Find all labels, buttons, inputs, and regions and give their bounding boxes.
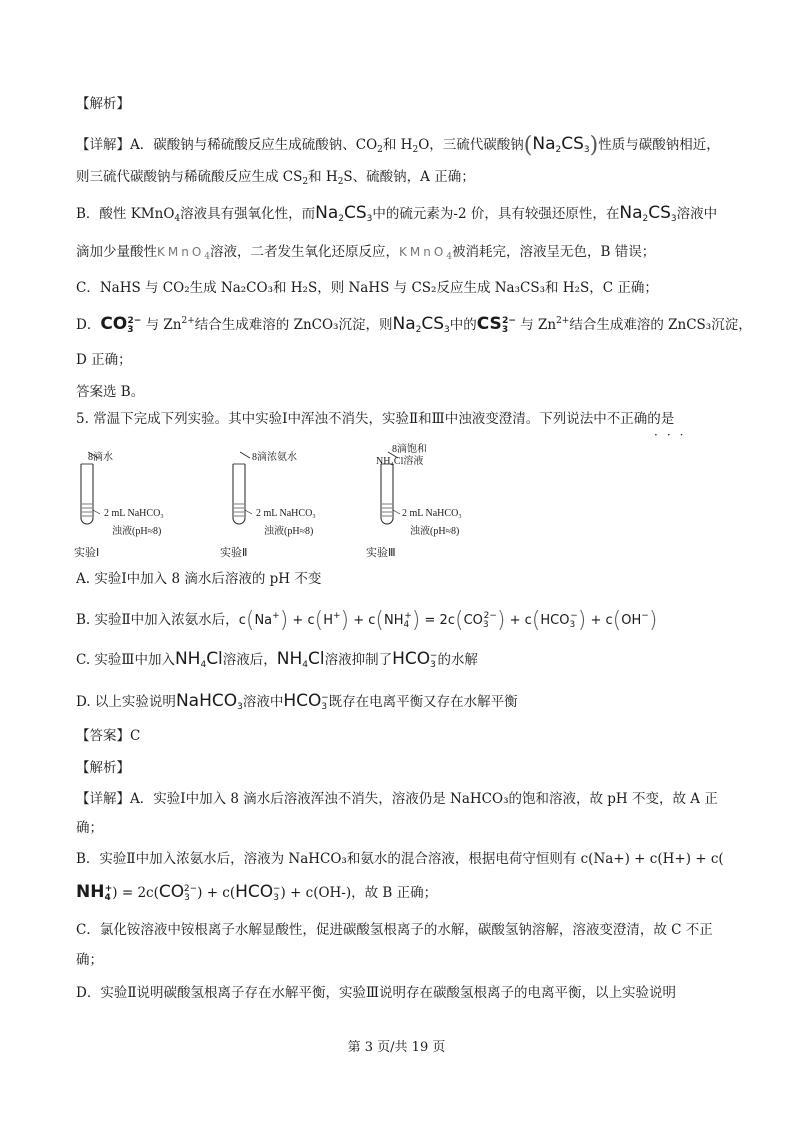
text: 溶液，二者发生氧化还原反应， [210, 244, 400, 260]
q4-detail-a-line1: 【详解】A．碳酸钠与稀硫酸反应生成硫酸钠、$CO_2$和 $H_2O$，三硫代碳酸钠$(Na_2CS_3)$性质与碳酸钠相近， [76, 133, 720, 158]
text: 和 H [308, 169, 338, 185]
tube1-content-ph: 浊液(pH≈8) [112, 526, 162, 537]
experiment-2 [220, 446, 360, 560]
exp1-label: 实验Ⅰ [74, 547, 100, 559]
formula-na2cs3: $Na_2CS_3$ [532, 134, 590, 155]
formula-hco3: $HCO_3^-$ [235, 882, 281, 903]
tube2-content: 2 mL NaHCO₃ [256, 508, 316, 519]
option-d [76, 693, 518, 712]
charge-balance-formula: $c(Na^+) + c(H^+) + c(NH_4^+) = 2c(CO_3^{2-}) + c(HCO_3^-) + c(OH^-)$ [238, 608, 658, 633]
text: C. 实验Ⅲ中加入 [76, 652, 175, 668]
detail-label: 【详解】 [76, 137, 130, 153]
text: 中的硫元素为-2 价，具有较强还原性，在 [372, 206, 620, 222]
formula-kmno4: KMnO [399, 245, 447, 259]
formula-hco3: $HCO_3^-$ [283, 691, 329, 712]
q4-detail-c: C．NaHS 与 CO₂生成 Na₂CO₃和 H₂S，则 NaHS 与 CS₂反应生成 Na₃CS₃和 H₂S，C 正确； [76, 280, 658, 296]
exp3-drop-label: 8滴饱和 [392, 444, 427, 455]
text: A．碳酸钠与稀硫酸反应生成硫酸钠、CO [130, 137, 378, 153]
text: 既存在电离平衡又存在水解平衡 [328, 694, 518, 710]
text: B．酸性 KMnO [76, 206, 175, 222]
analysis-heading: 【解析】 [76, 96, 130, 112]
text: ) + c( [197, 885, 236, 901]
q5-detail-b-line1: B．实验Ⅱ中加入浓氨水后，溶液为 NaHCO₃和氨水的混合溶液，根据电荷守恒则有 c(Na+) + c(H+) + c( [76, 851, 724, 867]
tube1-content: 2 mL NaHCO₃ [104, 508, 164, 519]
q5-detail-d-line1: D．实验Ⅱ说明碳酸氢根离子存在水解平衡，实验Ⅲ说明存在碳酸氢根离子的电离平衡，以上实验说明 [76, 985, 677, 1001]
formula-kmno4: KMnO [157, 245, 205, 259]
q4-detail-d-line2: D 正确； [76, 352, 132, 368]
q5-stem: 5. 常温下完成下列实验。其中实验Ⅰ中浑浊不消失，实验Ⅱ和Ⅲ中浊液变澄清。下列说法中不正确的是 [76, 411, 675, 427]
text: 被消耗完，溶液呈无色，B 错误； [452, 244, 656, 260]
text: D． [76, 317, 101, 333]
q5-detail-c-line2: 确； [76, 952, 103, 968]
text: D. 以上实验说明 [76, 694, 176, 710]
text: ) = 2c( [112, 885, 159, 901]
analysis-heading-2: 【解析】 [76, 760, 130, 776]
experiment-1 [74, 446, 208, 560]
text: 与 Zn [145, 317, 182, 333]
exp2-label: 实验Ⅱ [220, 547, 248, 559]
text: 结合生成难溶的 ZnCO₃沉淀，则 [194, 317, 393, 333]
text: 则三硫代碳酸钠与稀硫酸反应生成 CS [76, 169, 303, 185]
q4-detail-d-line1: D．$CO_3^{2-}$ 与 $Zn^{2+}$结合生成难溶的 ZnCO₃沉淀，则$Na_2CS_3$中的$CS_3^{2-}$ 与 $Zn^{2+}$结合生成难溶的 ZnCS₃沉淀， [76, 314, 752, 335]
formula-na2cs3: $Na_2CS_3$ [392, 314, 450, 335]
q4-detail-b-line2: 滴加少量酸性KMnO$_4$溶液，二者发生氧化还原反应，KMnO$_4$被消耗完，溶液呈无色，B 错误； [76, 244, 656, 262]
exp2-drop-label: 8滴浓氨水 [252, 452, 297, 463]
text: 溶液后， [222, 652, 277, 668]
text: 溶液具有强氧化性，而 [180, 206, 316, 222]
exp3-drop-label-2: NH₄Cl溶液 [376, 456, 424, 467]
text: 和 H [382, 137, 413, 153]
q5-detail-a-line1: 【详解】A．实验Ⅰ中加入 8 滴水后溶液浑浊不消失，溶液仍是 NaHCO₃的饱和溶液，故 pH 不变，故 A 正 [76, 791, 718, 807]
formula-na2cs3: $Na_2CS_3$ [619, 203, 677, 224]
q4-detail-b-line1: B．酸性 KMnO$_4$溶液具有强氧化性，而$Na_2CS_3$中的硫元素为-2 价，具有较强还原性，在$Na_2CS_3$溶液中 [76, 203, 718, 224]
tube3-content-ph: 浊液(pH≈8) [410, 526, 460, 537]
answer-b: 答案选 B。 [76, 384, 145, 400]
q5-detail-c-line1: C．氯化铵溶液中铵根离子水解显酸性，促进碳酸氢根离子的水解，碳酸氢钠溶解，溶液变澄清，故 C 不正 [76, 922, 713, 938]
text: 溶液中 [242, 694, 284, 710]
formula-na2cs3: $Na_2CS_3$ [315, 203, 373, 224]
formula-hco3: $HCO_3^-$ [392, 649, 438, 670]
formula-co3: $CO_3^{2-}$ [100, 314, 142, 335]
text: ) + c(OH-)，故 B 正确； [280, 885, 438, 901]
answer-label: 【答案】C [76, 728, 141, 744]
text: 结合生成难溶的 ZnCS₃沉淀， [569, 317, 752, 333]
exp1-drop-label: 8滴水 [88, 452, 113, 463]
exp3-label: 实验Ⅲ [366, 547, 396, 559]
text: 与 Zn [520, 317, 557, 333]
tube3-content: 2 mL NaHCO₃ [402, 508, 462, 519]
text: 溶液中 [676, 206, 718, 222]
text: 溶液抑制了 [324, 652, 393, 668]
option-c [76, 651, 478, 670]
text: S、硫酸钠，A 正确； [343, 169, 475, 185]
formula-nh4cl: $NH_4Cl$ [276, 649, 325, 670]
tube2-content-ph: 浊液(pH≈8) [264, 526, 314, 537]
formula-co3: $CO_3^{2-}$ [158, 882, 198, 903]
formula-cs3: $CS_3^{2-}$ [476, 314, 516, 335]
q4-detail-a-line2: 则三硫代碳酸钠与稀硫酸反应生成 $CS_2$和 $H_2S$、硫酸钠，A 正确； [76, 169, 475, 187]
formula-nh4: $NH_4^+$ [76, 882, 113, 903]
emphasis-dots: ··· [654, 428, 693, 442]
text: B. 实验Ⅱ中加入浓氨水后， [76, 612, 239, 628]
option-a: A. 实验Ⅰ中加入 8 滴水后溶液的 pH 不变 [76, 571, 322, 587]
q5-detail-a-line2: 确； [76, 820, 103, 836]
text: 中的 [449, 317, 477, 333]
text: 的水解 [437, 652, 478, 668]
text: 性质与碳酸钠相近， [598, 137, 720, 153]
formula-nh4cl: $NH_4Cl$ [174, 649, 223, 670]
text: 滴加少量酸性 [76, 244, 157, 260]
page-footer: 第 3 页/共 19 页 [347, 1040, 446, 1055]
formula-nahco3: NaHCO$_3$ [175, 691, 243, 712]
option-b [76, 610, 657, 632]
text: O，三硫代碳酸钠 [418, 137, 524, 153]
experiment-3 [366, 440, 508, 560]
q5-detail-b-line2 [76, 884, 437, 903]
